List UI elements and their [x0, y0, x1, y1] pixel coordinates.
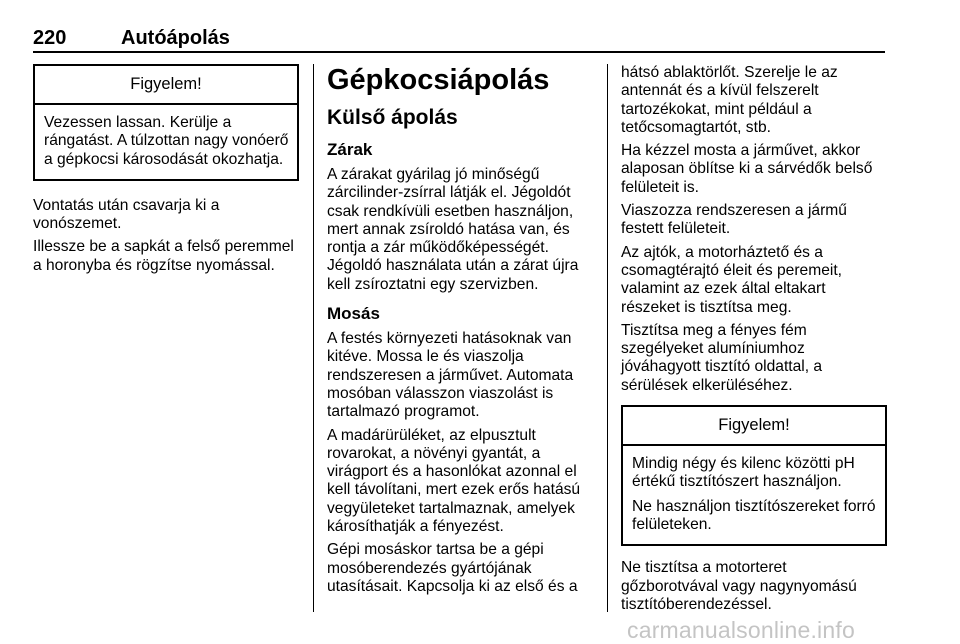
chapter-title: Gépkocsiápolás — [327, 64, 550, 96]
paragraph: Az ajtók, a motorháztető és a csomagtérajtó éleit és peremeit, valamint az ezek által eltakart részeket is tisztítsa meg. — [621, 243, 843, 316]
header-divider — [33, 51, 885, 53]
notice-body — [35, 105, 297, 179]
notice-text: Vezessen lassan. Kerülje a rángatást. A túlzottan nagy vonóerő a gépkocsi károsodását okozhatja. — [44, 114, 289, 168]
column-divider — [313, 64, 314, 612]
paragraph: Ne tisztítsa a motorteret gőzborotvával vagy nagynyomású tisztítóberendezéssel. — [621, 559, 857, 613]
notice-body — [623, 446, 885, 544]
left-column — [33, 64, 299, 275]
page-number: 220 — [33, 27, 67, 49]
paragraph: Tisztítsa meg a fényes fém szegélyeket alumíniumhoz jóváhagyott tisztító oldattal, a sérülések elkerüléséhez. — [621, 321, 823, 394]
paragraph: Gépi mosáskor tartsa be a gépi mosóberendezés gyártójának utasításait. Kapcsolja ki az első és a — [327, 541, 578, 595]
column-divider — [607, 64, 608, 612]
section-subtitle: Külső ápolás — [327, 106, 458, 129]
page-header — [33, 27, 885, 53]
notice-text: Mindig négy és kilenc közötti pH értékű tisztítószert használjon. — [632, 455, 855, 491]
paragraph: A festés környezeti hatásoknak van kitéve. Mossa le és viaszolja rendszeresen a járművet. Automata mosóban válasszon viaszolást is tartalmazó programot. — [327, 330, 574, 421]
notice-title: Figyelem! — [35, 66, 297, 105]
topic-heading-locks: Zárak — [327, 140, 373, 159]
paragraph: Viaszozza rendszeresen a jármű festett felületeit. — [621, 202, 847, 238]
notice-text: Ne használjon tisztítószereket forró felületeken. — [632, 497, 876, 533]
notice-title: Figyelem! — [623, 407, 885, 446]
right-column — [621, 64, 887, 614]
paragraph: Vontatás után csavarja ki a vonószemet. — [33, 196, 220, 233]
middle-column — [327, 64, 595, 596]
paragraph: A madárürüléket, az elpusztult rovarokat, a növényi gyantát, a virágport és a hasonlókat azonnal el kell távolítani, mert ezek erős hatású vegyületeket tartalmaznak, amelyek károsíthatják a fényezést. — [327, 426, 581, 536]
paragraph: Ha kézzel mosta a járművet, akkor alaposan öblítse ki a sárvédők belső felületeit is. — [621, 142, 873, 196]
paragraph: A zárakat gyárilag jó minőségű zárcilinder-zsírral látják el. Jégoldót csak rendkívüli esetben használjon, mert annak zsíroldó hatása van, és rontja a zár működőképességét. Jégoldó használata után a zárat újra kell zsíroztatni egy szervizben. — [327, 166, 579, 293]
notice-box — [621, 405, 887, 546]
paragraph: hátsó ablaktörlőt. Szerelje le az antennát és a kívül felszerelt tartozékokat, mint például a tetőcsomagtartót, stb. — [621, 64, 838, 136]
section-title: Autóápolás — [121, 27, 230, 49]
notice-box — [33, 64, 299, 181]
watermark-text: carmanualsonline.info — [627, 617, 855, 643]
paragraph: Illessze be a sapkát a felső peremmel a horonyba és rögzítse nyomással. — [33, 238, 294, 274]
topic-heading-washing: Mosás — [327, 304, 380, 324]
